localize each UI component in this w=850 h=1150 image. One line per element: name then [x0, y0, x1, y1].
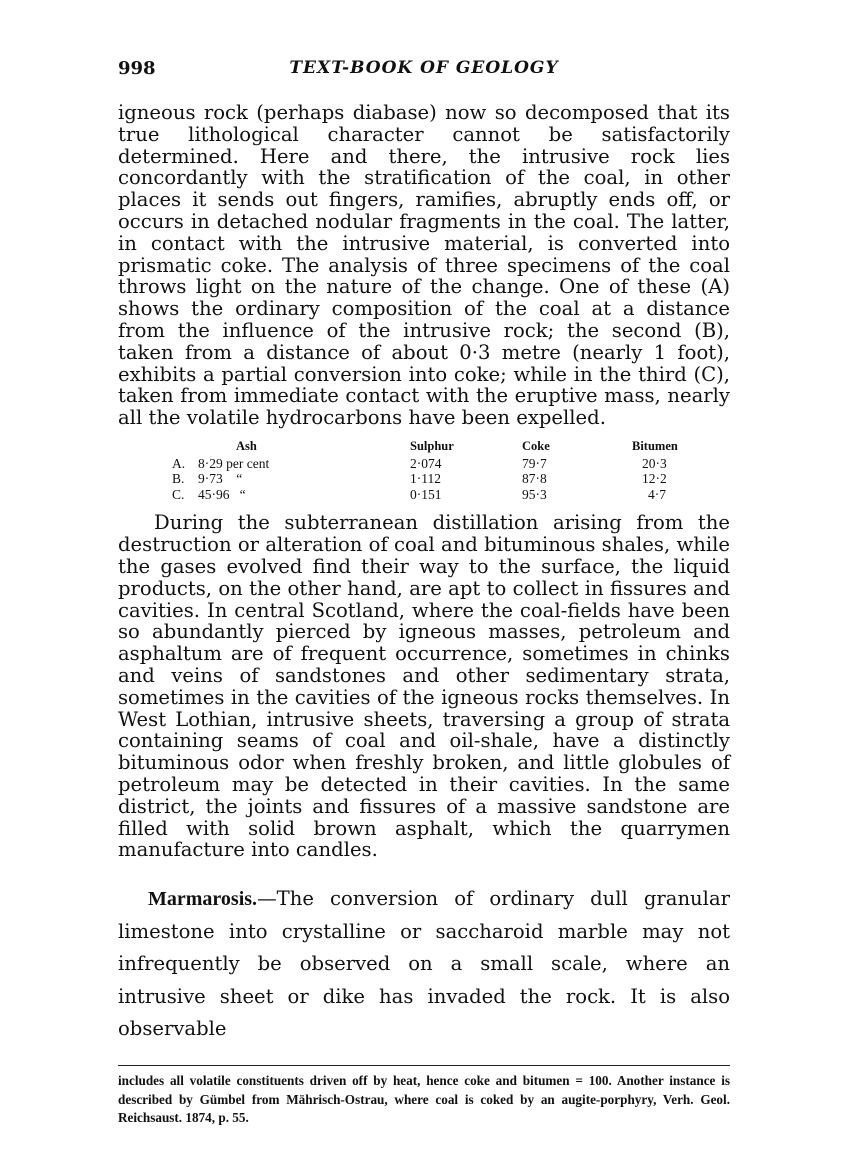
running-title: TEXT-BOOK OF GEOLOGY	[289, 58, 559, 78]
header-coke: Coke	[522, 438, 550, 453]
header-bitumen: Bitumen	[632, 438, 678, 453]
table-row	[172, 487, 712, 503]
section-text: —The conversion of ordinary dull granular limestone into crystalline or saccharoid marble may not infrequently be observed on a small scale, where an intrusive sheet or dike has invaded the rock. It is also observable	[118, 887, 730, 1041]
cell-bitumen: 4·7	[648, 486, 666, 502]
header-ash: Ash	[236, 438, 257, 453]
table-header-row	[172, 439, 712, 456]
paragraph-1: igneous rock (perhaps diabase) now so decomposed that its true lithological character cannot be satisfactorily determined. Here and there, the intrusive rock lies concordantly with the stratification of the coal, in other places it sends out fingers, ramifies, abruptly ends off, or occurs in detached nodular fragments in the coal. The latter, in contact with the intrusive material, is converted into prismatic coke. The analysis of three specimens of the coal throws light on the nature of the change. One of these (A) shows the ordinary composition of the coal at a distance from the influence of the intrusive rock; the second (B), taken from a distance of about 0·3 metre (nearly 1 foot), exhibits a partial conversion into coke; while in the third (C), taken from immediate contact with the eruptive mass, nearly all the volatile hydrocarbons have been expelled.	[118, 101, 730, 430]
row-label: B.	[172, 471, 185, 487]
footnote: includes all volatile constituents driven off by heat, hence coke and bitumen = 100. Another instance is described by Gümbel from Mährisch-Ostrau, where coal is coked by an augite-porphyry, Verh. Geol. Reichsaust. 1874, p. 55.	[118, 1073, 730, 1126]
table-row	[172, 456, 712, 472]
row-label: C.	[172, 486, 185, 502]
coal-analysis-table	[172, 439, 712, 503]
cell-ash: 45·96 “	[198, 486, 246, 502]
row-label: A.	[172, 455, 186, 471]
cell-sulphur: 0·151	[410, 486, 442, 502]
header-sulphur: Sulphur	[410, 438, 454, 453]
cell-ash: 8·29 per cent	[198, 455, 270, 471]
marmarosis-section	[118, 883, 730, 1046]
page-number: 998	[118, 58, 156, 79]
running-head	[118, 58, 730, 88]
cell-coke: 95·3	[522, 486, 547, 502]
paragraph-2: During the subterranean distillation arising from the destruction or alteration of coal and bituminous shales, while the gases evolved find their way to the surface, the liquid products, on the other hand, are apt to collect in fissures and cavities. In central Scotland, where the coal-fields have been so abundantly pierced by igneous masses, petroleum and asphaltum are of frequent occurrence, sometimes in chinks and veins of sandstones and other sedimentary strata, sometimes in the cavities of the igneous rocks themselves. In West Lothian, intrusive sheets, traversing a group of strata containing seams of coal and oil-shale, have a distinctly bituminous odor when freshly broken, and little globules of petroleum may be detected in their cavities. In the same district, the joints and fissures of a massive sandstone are filled with solid brown asphalt, which the quarrymen manufacture into candles.	[118, 511, 730, 862]
header-label	[172, 439, 198, 456]
cell-bitumen: 20·3	[642, 455, 667, 471]
section-title: Marmarosis.	[148, 888, 258, 911]
cell-coke: 79·7	[522, 455, 547, 471]
cell-sulphur: 1·112	[410, 471, 441, 487]
footnote-rule	[118, 1065, 730, 1066]
cell-ash: 9·73 “	[198, 471, 243, 487]
cell-bitumen: 12·2	[642, 471, 667, 487]
table-row	[172, 471, 712, 487]
page	[118, 58, 730, 1128]
cell-sulphur: 2·074	[410, 455, 442, 471]
cell-coke: 87·8	[522, 471, 547, 487]
coal-analysis-table-wrap	[118, 439, 730, 503]
